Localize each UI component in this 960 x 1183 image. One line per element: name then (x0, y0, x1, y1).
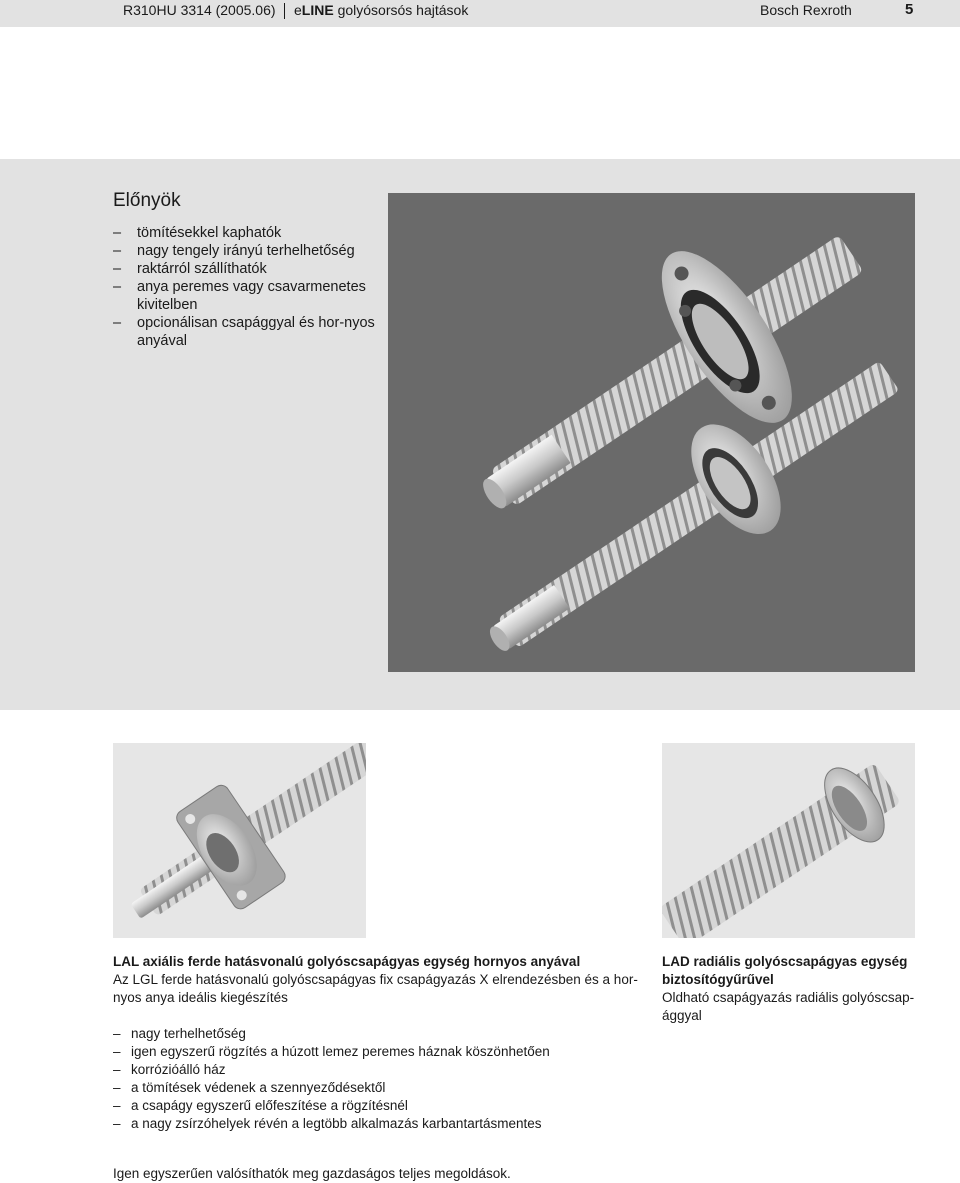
title-rest: golyósorsós hajtások (333, 2, 469, 18)
dash-marker: – (113, 279, 122, 295)
lal-feature-text: a tömítések védenek a szennyeződésektől (131, 1080, 386, 1095)
dash-marker: – (113, 1116, 121, 1131)
footer-text: Igen egyszerűen valósíthatók meg gazdaságos teljes megoldások. (113, 1166, 511, 1181)
dash-marker: – (113, 243, 122, 259)
lal-title: LAL axiális ferde hatásvonalú golyóscsapágyas egység hornyos anyával (113, 954, 581, 969)
dash-marker: – (113, 1062, 121, 1077)
lad-title: LAD radiális golyóscsapágyas egység biztosítógyűrűvel (662, 954, 908, 987)
lal-feature-text: a csapágy egyszerű előfeszítése a rögzítésnél (131, 1098, 408, 1113)
title-prefix: e (294, 2, 302, 18)
benefit-item (113, 260, 383, 278)
lal-feature-item (113, 1097, 643, 1115)
benefit-text: opcionálisan csapággyal és hor-nyos anyával (137, 315, 375, 349)
benefits-title: Előnyök (113, 190, 181, 211)
benefit-item (113, 278, 383, 314)
lal-text: Az LGL ferde hatásvonalú golyóscsapágyas fix csapágyazás X elrendezésben és a hor-nyos anya ideális kiegészítés (113, 972, 638, 1005)
lad-unit-illustration (662, 743, 915, 938)
lal-feature-text: korrózióálló ház (131, 1062, 226, 1077)
lal-unit-photo (113, 743, 366, 938)
lal-feature-item (113, 1043, 643, 1061)
benefits-list (113, 224, 383, 350)
lal-description (113, 953, 643, 1133)
ball-screw-illustration (388, 193, 915, 672)
lad-text: Oldható csapágyazás radiális golyóscsap-ággyal (662, 990, 915, 1023)
benefit-item (113, 224, 383, 242)
dash-marker: – (113, 1044, 121, 1059)
lal-feature-item (113, 1061, 643, 1079)
header-divider (284, 3, 285, 19)
lal-feature-text: a nagy zsírzóhelyek révén a legtöbb alkalmazás karbantartásmentes (131, 1116, 542, 1131)
benefit-item (113, 242, 383, 260)
page-number: 5 (905, 1, 914, 18)
lal-unit-illustration (113, 743, 366, 938)
benefit-text: nagy tengely irányú terhelhetőség (137, 243, 355, 259)
benefit-text: tömítésekkel kaphatók (137, 225, 282, 241)
lal-feature-item (113, 1079, 643, 1097)
dash-marker: – (113, 1098, 121, 1113)
benefit-text: raktárról szállíthatók (137, 261, 267, 277)
page-header (0, 0, 960, 27)
dash-marker: – (113, 1080, 121, 1095)
dash-marker: – (113, 1026, 121, 1041)
dash-marker: – (113, 315, 122, 331)
benefit-text: anya peremes vagy csavarmenetes kivitelben (137, 279, 366, 313)
dash-marker: – (113, 261, 122, 277)
dash-marker: – (113, 225, 122, 241)
lal-feature-item (113, 1025, 643, 1043)
lad-unit-photo (662, 743, 915, 938)
document-id: R310HU 3314 (2005.06) (123, 2, 276, 18)
benefit-item (113, 314, 383, 350)
lal-feature-text: igen egyszerű rögzítés a húzott lemez peremes háznak köszönhetően (131, 1044, 550, 1059)
document-title (294, 2, 468, 18)
brand-name: Bosch Rexroth (760, 2, 852, 18)
lal-feature-list (113, 1025, 643, 1133)
lad-description (662, 953, 922, 1025)
ball-screw-drive-photo (388, 193, 915, 672)
title-brand-line: LINE (301, 2, 334, 18)
lal-feature-text: nagy terhelhetőség (131, 1026, 246, 1041)
lal-feature-item (113, 1115, 643, 1133)
